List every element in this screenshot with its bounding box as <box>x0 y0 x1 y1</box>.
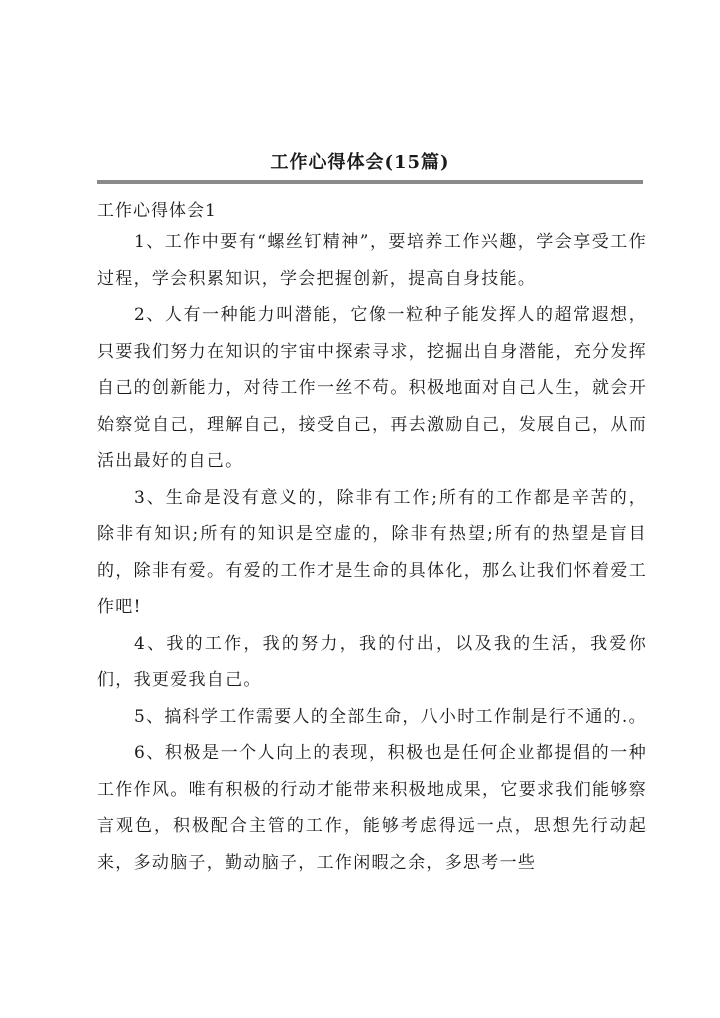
paragraph-1: 1、工作中要有“螺丝钉精神”，要培养工作兴趣，学会享受工作过程，学会积累知识，学会把握创新，提高自身技能。 <box>97 232 647 289</box>
paragraph-2: 2、人有一种能力叫潜能，它像一粒种子能发挥人的超常遐想，只要我们努力在知识的宇宙中探索寻求，挖掘出自身潜能，充分发挥自己的创新能力，对待工作一丝不苟。积极地面对自己人生，就会开始察觉自己，理解自己，接受自己，再去激励自己，发展自己，从而活出最好的自己。 <box>97 305 647 471</box>
title-divider <box>97 180 643 184</box>
paragraph-3: 3、生命是没有意义的，除非有工作;所有的工作都是辛苦的，除非有知识;所有的知识是空虚的，除非有热望;所有的热望是盲目的，除非有爱。有爱的工作才是生命的具体化，那么让我们怀着爱工作吧! <box>97 487 647 617</box>
document-title: 工作心得体会(15篇) <box>270 152 450 173</box>
paragraph-6: 6、积极是一个人向上的表现，积极也是任何企业都提倡的一种工作作风。唯有积极的行动才能带来积极地成果，它要求我们能够察言观色，积极配合主管的工作，能够考虑得远一点，思想先行动起来，多动脑子，勤动脑子，工作闲暇之余，多思考一些 <box>97 743 647 873</box>
paragraph-4: 4、我的工作，我的努力，我的付出，以及我的生活，我爱你们，我更爱我自己。 <box>97 633 647 690</box>
document-body <box>97 224 647 881</box>
section-heading: 工作心得体会1 <box>97 201 217 221</box>
paragraph-5: 5、搞科学工作需要人的全部生命，八小时工作制是行不通的.。 <box>134 706 647 727</box>
